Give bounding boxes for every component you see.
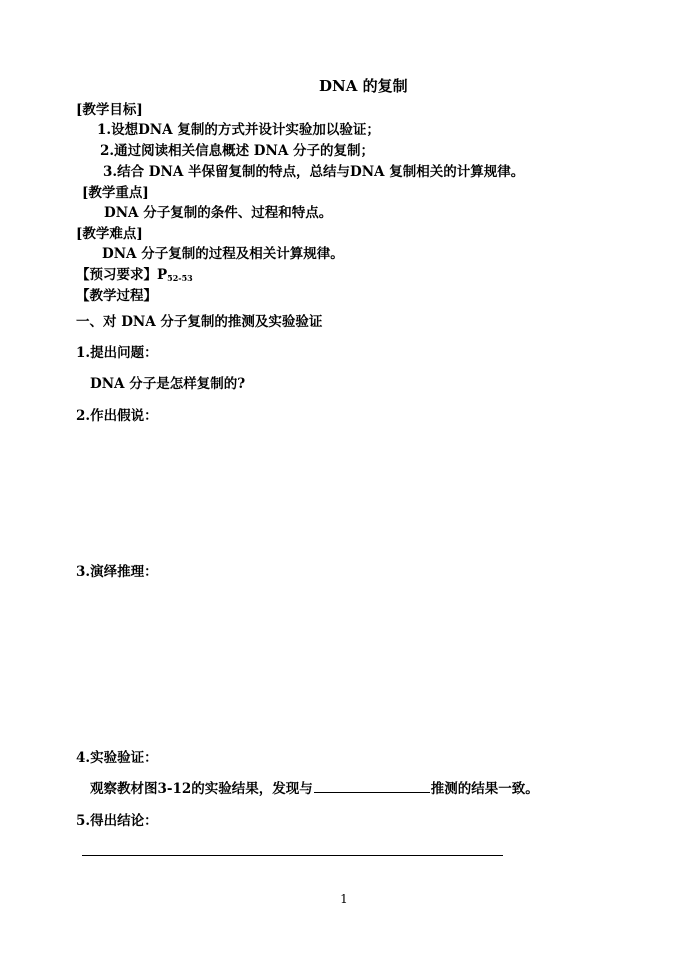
difficulties-heading: [教学难点] (76, 226, 143, 242)
step1-question: DNA 分子是怎样复制的? (90, 376, 246, 392)
step4-text-before: 观察教材图3-12的实验结果，发现与 (90, 781, 313, 797)
step4-heading: 4.实验验证： (76, 750, 158, 766)
process-heading: 【教学过程】 (76, 288, 157, 304)
key-points-heading: [教学重点] (82, 185, 149, 201)
answer-blank[interactable] (314, 780, 430, 793)
page-title: DNA 的复制 (319, 77, 408, 95)
preview-requirement (76, 266, 193, 287)
section-one-heading: 一、对 DNA 分子复制的推测及实验验证 (76, 314, 323, 330)
step5-heading: 5.得出结论： (76, 813, 158, 829)
difficulties-text: DNA 分子复制的过程及相关计算规律。 (102, 246, 344, 262)
objective-item: 1.设想DNA 复制的方式并设计实验加以验证； (97, 122, 380, 138)
step3-heading: 3.演绎推理： (76, 564, 158, 580)
step2-heading: 2.作出假说： (76, 408, 158, 424)
step1-heading: 1.提出问题： (76, 345, 158, 361)
objectives-heading: [教学目标] (76, 102, 143, 118)
preview-pages: 52-53 (167, 273, 193, 283)
conclusion-answer-line[interactable] (82, 855, 503, 856)
objective-item: 3.结合 DNA 半保留复制的特点，总结与DNA 复制相关的计算规律。 (103, 164, 525, 180)
preview-heading: 【预习要求】P (76, 267, 168, 283)
page-number: 1 (340, 892, 348, 906)
objective-item: 2.通过阅读相关信息概述 DNA 分子的复制； (100, 143, 375, 159)
step4-text-after: 推测的结果一致。 (430, 781, 539, 797)
key-points-text: DNA 分子复制的条件、过程和特点。 (104, 205, 333, 221)
step4-text (90, 780, 539, 798)
